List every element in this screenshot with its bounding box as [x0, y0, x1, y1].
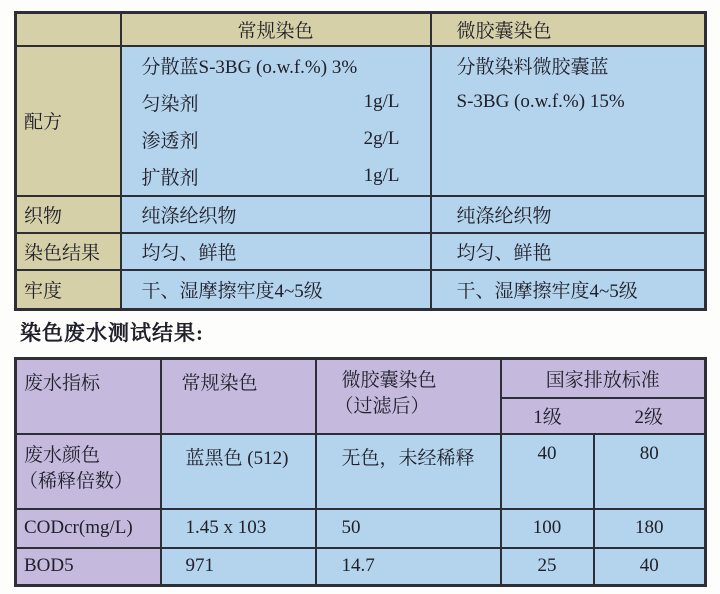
- agent-value: 2g/L: [363, 128, 400, 149]
- header-microcapsule-line2: （过滤后）: [334, 396, 430, 417]
- formula-line-leveling-agent: [122, 84, 430, 121]
- fabric-conventional: 纯涤纶织物: [121, 196, 431, 233]
- fastness-microcapsule: 干、湿摩擦牢度4~5级: [431, 270, 706, 310]
- header-indicator: 废水指标: [16, 359, 161, 434]
- fastness-conventional: 干、湿摩擦牢度4~5级: [121, 270, 431, 310]
- bod-microcapsule: 14.7: [316, 548, 501, 586]
- table1-fabric-row: [16, 196, 706, 233]
- formula-conventional-cell: [121, 46, 431, 196]
- table1-formula-row: [16, 46, 706, 196]
- formula-line-dye: 分散蓝S-3BG (o.w.f.%) 3%: [141, 56, 358, 78]
- microcapsule-dye-line2: S-3BG (o.w.f.%) 15%: [456, 91, 625, 112]
- dyeing-comparison-table: [14, 11, 707, 311]
- color-grade2: 80: [594, 434, 706, 509]
- table1-result-row: [16, 233, 706, 270]
- cod-grade2: 180: [594, 509, 706, 548]
- result-row-label: 染色结果: [16, 233, 121, 270]
- color-label-line1: 废水颜色: [24, 444, 101, 466]
- formula-microcapsule-cell: [431, 46, 706, 196]
- bod-row-label: BOD5: [16, 548, 161, 586]
- agent-value: 1g/L: [363, 165, 400, 186]
- header-grade2: 2级: [594, 398, 706, 434]
- agent-name: 渗透剂: [141, 130, 199, 152]
- fabric-microcapsule: 纯涤纶织物: [431, 196, 706, 233]
- section-title: 染色废水测试结果:: [20, 321, 204, 345]
- color-grade1: 40: [501, 434, 594, 509]
- header-microcapsule: [316, 359, 501, 434]
- fastness-row-label: 牢度: [16, 270, 121, 310]
- header-grade1: 1级: [501, 398, 594, 434]
- agent-name: 匀染剂: [141, 93, 199, 115]
- table2-cod-row: [16, 509, 706, 548]
- agent-name: 扩散剂: [141, 167, 199, 189]
- microcapsule-dye-line1: 分散染料微胶囊蓝: [456, 56, 609, 78]
- color-microcapsule: 无色，未经稀释: [316, 434, 501, 509]
- result-microcapsule: 均匀、鲜艳: [431, 233, 706, 270]
- bod-grade2: 40: [594, 548, 706, 586]
- table1-header-conventional: 常规染色: [121, 13, 431, 46]
- color-label-line2: （稀释倍数）: [19, 470, 134, 492]
- wastewater-results-table: [14, 357, 707, 587]
- table1-header-microcapsule: 微胶囊染色: [431, 13, 706, 46]
- table2-bod-row: [16, 548, 706, 586]
- table2-color-row: [16, 434, 706, 509]
- header-conventional: 常规染色: [161, 359, 316, 434]
- bod-grade1: 25: [501, 548, 594, 586]
- cod-grade1: 100: [501, 509, 594, 548]
- cod-conventional: 1.45 x 103: [161, 509, 316, 548]
- header-national-standard: 国家排放标准: [501, 359, 706, 398]
- header-microcapsule-line1: 微胶囊染色: [341, 370, 437, 391]
- formula-line-penetrant: [122, 121, 430, 158]
- table1-header-row: [16, 13, 706, 46]
- fabric-row-label: 织物: [16, 196, 121, 233]
- table1-corner-cell: [16, 13, 121, 46]
- color-row-label: [16, 434, 161, 509]
- bod-conventional: 971: [161, 548, 316, 586]
- cod-microcapsule: 50: [316, 509, 501, 548]
- cod-row-label: CODcr(mg/L): [16, 509, 161, 548]
- result-conventional: 均匀、鲜艳: [121, 233, 431, 270]
- agent-value: 1g/L: [363, 91, 400, 112]
- table1-fastness-row: [16, 270, 706, 310]
- color-conventional: 蓝黑色 (512): [161, 434, 316, 509]
- formula-row-label: 配方: [16, 46, 121, 196]
- table2-header-row1: [16, 359, 706, 398]
- formula-line-dispersant: [122, 158, 430, 195]
